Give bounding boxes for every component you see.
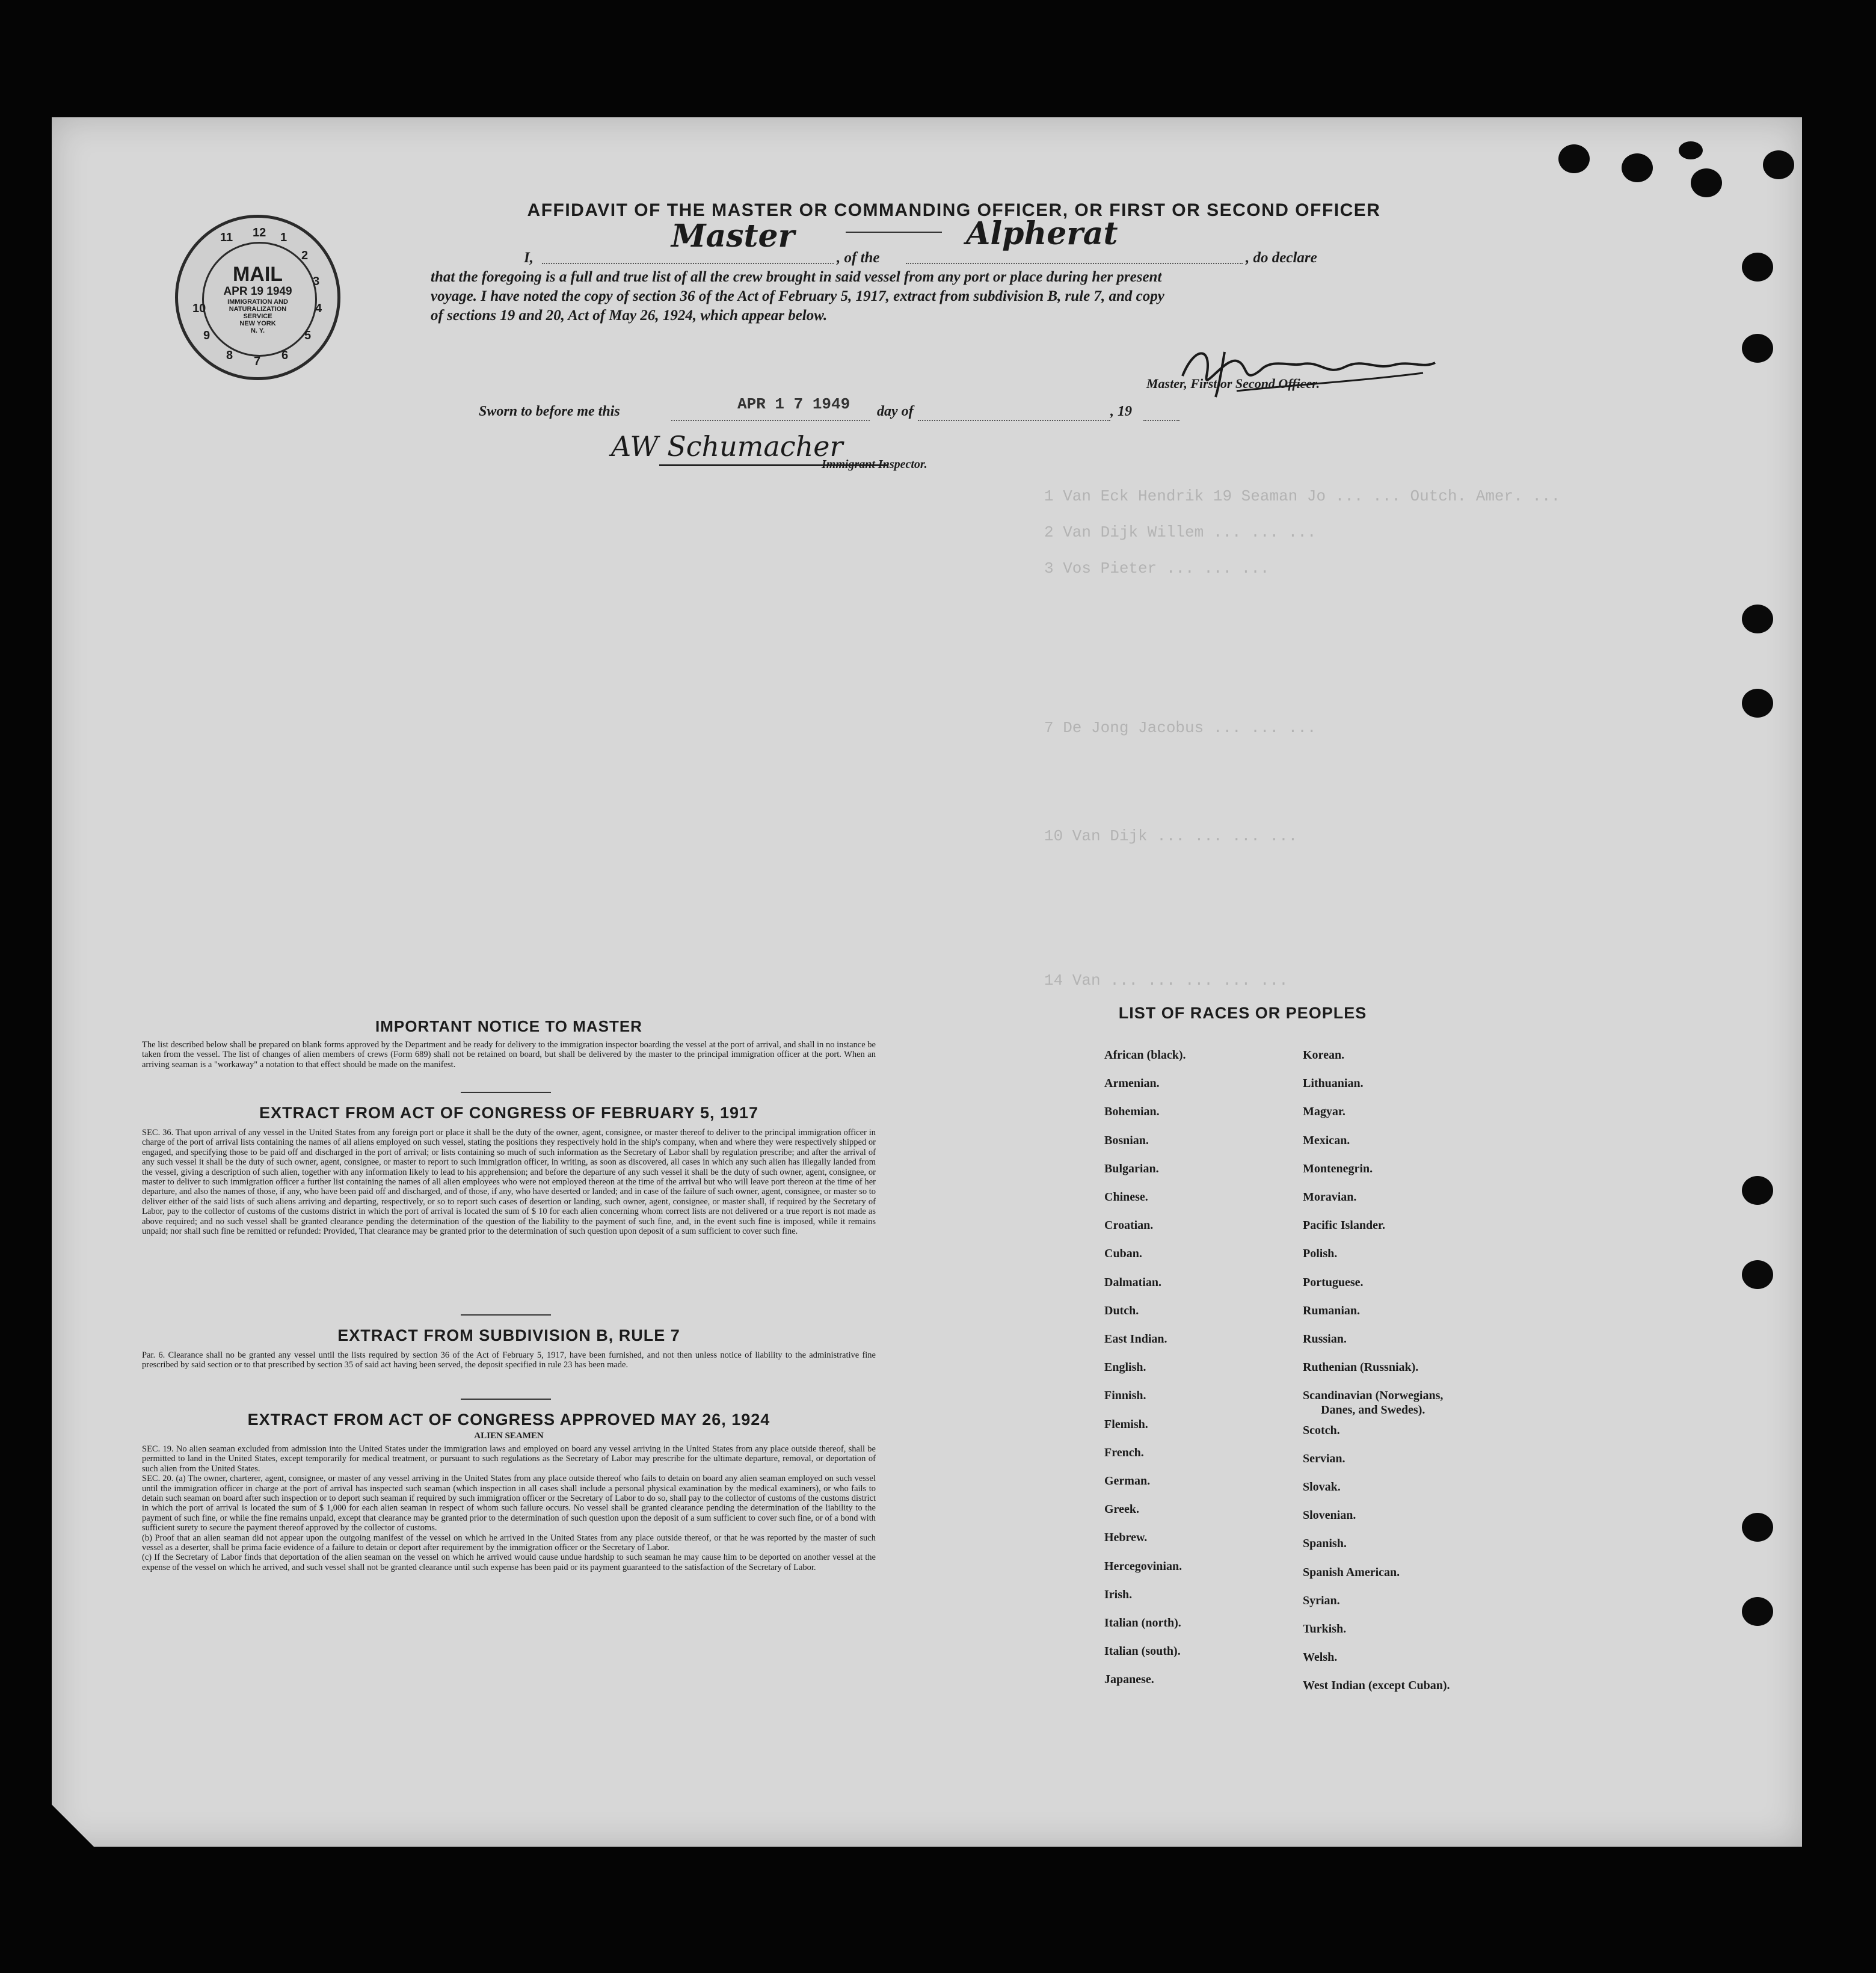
sworn-label: Sworn to before me this	[479, 404, 620, 419]
race-item: English.	[1104, 1361, 1146, 1374]
race-item: Spanish American.	[1303, 1565, 1400, 1579]
divider	[461, 1399, 551, 1400]
notice-text: The list described below shall be prepared on blank forms approved by the Department and be ready for delivery to the immigration inspector boarding the vessel at the port of arrival, and shall in no instance be taken from the vessel. The list of changes of alien members of crews (Form 689) shall not be retained on board, but shall be delivered by the master to the principal immigration officer at the port. When an arriving seaman is a "workaway" a notation to that effect should be made on the manifest.	[142, 1040, 876, 1070]
race-item: Pacific Islander.	[1303, 1219, 1386, 1233]
race-item: Russian.	[1303, 1332, 1347, 1346]
divider	[461, 1314, 551, 1316]
race-item: Scotch.	[1303, 1423, 1340, 1437]
race-item: Chinese.	[1104, 1190, 1148, 1204]
document-page: 1 Van Eck Hendrik 19 Seaman Jo ... ... Outch. Amer. ... 2 Van Dijk Willem ... ... ... 3 Vos Pieter ... ... ... 7 De Jong Jacobus ... ... ... 10 Van Dijk ... ... ... ... 14 Van ... ... ... ... ... 12 1 2 3 4 5 6 7 8 9 10 11 MAIL APR 19 1949 IMMIGRATION AND NATURALIZATION SERVICE NEW YORK N. Y. AFFIDAVIT OF THE MASTER OR COMMANDING OFFICER, OR FIRST OR SECOND OFFICER I, Master , of the Alpherat , do declare that the foregoing is a full and true list of all the crew brought in said vessel from any port or place during her present voyage. I have noted the copy of section 36 of the Act of February 5, 1917, extract from subdivision B, rule 7, and copy of sections 19 and 20, Act of May 26, 1924, which appear below. Master, First or Second Officer. Sworn to before me this APR 1 7 1949 day of , 19 AW Schumacher Immigrant Inspector. IMPORTANT NOTICE TO MASTER The list described below shall be prepared on blank forms approved by the Department and be ready for delivery to the immigration inspector boarding the vessel at the port of arrival, and shall in no instance be taken from the vessel. The list of changes of alien members of crews (Form 689) shall not be retained on board, but shall be delivered by the master to the principal immigration officer at the port. When an arriving seaman is a "workaway" a notation to that effect should be made on the manifest. EXTRACT FROM ACT OF CONGRESS OF FEBRUARY 5, 1917 SEC. 36. That upon arrival of any vessel in the United States from any foreign port or place it shall be the duty of the owner, agent, consignee, or master thereof to deliver to the principal immigration officer in charge of the port of arrival lists containing the names of all aliens employed on such vessel, stating the positions they respectively hold in the ship's company, when and where they were respectively shipped or engaged, and specifying those to be paid off and discharged in the port of arrival; or lists containing so much of such information as the Secretary of Labor shall by regulation prescribe; and after the arrival of any such vessel it shall be the duty of such owner, agent, consignee, or master to report to such immigration officer, in writing, as soon as discovered, all cases in which any such alien has illegally landed from the vessel, giving a description of such alien, together with any information likely to lead to his apprehension; and before the departure of any such vessel it shall be the duty of such owner, agent, consignee, or master to deliver to such immigration officer a further list containing the names of all alien employees who were not employed thereon at the time of the arrival but who will leave port thereon at the time of her departure, and also the names of those, if any, who have been paid off and discharged, and of those, if any, who have deserted or landed; and in case of the failure of such owner, agent, consignee, or master so to deliver either of the said lists of such aliens arriving and departing, respectively, or so to report such cases of desertion or landing, such owner, agent, consignee, or master shall, if required by the Secretary of Labor, pay to the collector of customs of the customs district in which the port of arrival is located the sum of $ 10 for each alien concerning whom correct lists are not delivered or a true report is not made as above required; and no such vessel shall be granted clearance pending the determination of the question of the liability to the payment of such fine, and, in the event such fine is imposed, while it remains unpaid; nor shall such fine be remitted or refunded: Provided, That clearance may be granted prior to the determination of such question upon deposit of a sum sufficient to cover such fine. EXTRACT FROM SUBDIVISION B, RULE 7 Par. 6. Clearance shall no be granted any vessel until the lists required by section 36 of the Act of February 5, 1917, have been furnished, and not then unless notice of liability to the administrative fine prescribed by said section or to that prescribed by section 35 of said act having been served, the deposit specified in rule 23 has been made. EXTRACT FROM ACT OF CONGRESS APPROVED MAY 26, 1924 ALIEN SEAMEN SEC. 19. No alien seaman excluded from admission into the United States under the immigration laws and employed on board any vessel arriving in the United States from any place outside thereof, shall be permitted to land in the United States, except temporarily for medical treatment, or pursuant to such regulations as the Secretary of Labor may prescribe for the ultimate departure, removal, or deportation of such alien from the United States. SEC. 20. (a) The owner, charterer, agent, consignee, or master of any vessel arriving in the United States from any place outside thereof who fails to detain on board any alien seaman employed on such vessel until the immigration officer in charge at the port of arrival has inspected such seaman (which inspection in all cases shall include a personal physical examination by the medical examiners), or who fails to detain such seaman on board after such inspection or to deport such seaman if required by such immigration officer or the Secretary of Labor to do so, shall pay to the collector of customs of the customs district in which the port of arrival is located the sum of $ 1,000 for each alien seaman in respect of whom such failure occurs. No vessel shall be granted clearance pending the determination of the liability to the payment of such fine, or while the fine remains unpaid, except that clearance may be granted prior to the determination of such question upon the deposit of a sum sufficient to cover such fine, or of a bond with sufficient surety to secure the payment thereof approved by the collector of customs. (b) Proof that an alien seaman did not appear upon the outgoing manifest of the vessel on which he arrived in the United States from any place outside thereof, or that he was reported by the master of such vessel as a deserter, shall be prima facie evidence of a failure to detain or deport after requirement by the immigration officer or the Secretary of Labor. (c) If the Secretary of Labor finds that deportation of the alien seaman on the vessel on which he arrived would cause undue hardship to such seaman he may cause him to be deported on another vessel at the expense of the vessel on which he arrived, and such vessel shall not be granted clearance until such expense has been paid or its payment guaranteed to the satisfaction of the Secretary of Labor. LIST OF RACES OR PEOPLES African (black). Armenian. Bohemian. Bosnian. Bulgarian. Chinese. Croatian. Cuban. Dalmatian. Dutch. East Indian. English. Finnish. Flemish. French. German. Greek. Hebrew. Hercegovinian. Irish. Italian (north). Italian (south). Japanese. Korean. Lithuanian. Magyar. Mexican. Montenegrin. Moravian. Pacific Islander. Polish. Portuguese. Rumanian. Russian. Ruthenian (Russniak). Scandinavian (Norwegians, Danes, and Swedes). Scotch. Servian. Slovak. Slovenian. Spanish. Spanish American. Syrian. Turkish. Welsh. West Indian (except Cuban).	[52, 117, 1802, 1847]
race-item: African (black).	[1104, 1048, 1186, 1062]
race-item: Korean.	[1303, 1048, 1345, 1062]
race-item: Cuban.	[1104, 1247, 1142, 1261]
bleed-through-text: 14 Van ... ... ... ... ...	[1044, 971, 1288, 990]
race-item: Ruthenian (Russniak).	[1303, 1361, 1419, 1374]
race-item: Irish.	[1104, 1587, 1133, 1601]
race-item: Polish.	[1303, 1247, 1338, 1261]
inspector-signature: AW Schumacher	[611, 430, 843, 463]
race-item: Welsh.	[1303, 1651, 1338, 1664]
races-title: LIST OF RACES OR PEOPLES	[1118, 1004, 1367, 1022]
race-item: Scandinavian (Norwegians,	[1303, 1389, 1444, 1403]
bleed-through-text: 10 Van Dijk ... ... ... ...	[1044, 827, 1298, 845]
mail-received-stamp: 12 1 2 3 4 5 6 7 8 9 10 11 MAIL APR 19 1949 IMMIGRATION AND NATURALIZATION SERVICE NEW YORK N. Y.	[175, 215, 340, 380]
race-item: West Indian (except Cuban).	[1303, 1679, 1450, 1693]
bleed-through-text: 3 Vos Pieter ... ... ...	[1044, 559, 1270, 577]
inspector-label: Immigrant Inspector.	[822, 458, 927, 471]
affidavit-line-3: voyage. I have noted the copy of section 36 of the Act of February 5, 1917, extract from subdivision B, rule 7, and copy	[431, 288, 1164, 304]
race-item: Dalmatian.	[1104, 1275, 1161, 1289]
punch-hole	[1742, 1176, 1773, 1205]
race-item: Turkish.	[1303, 1622, 1347, 1636]
sworn-date-stamp: APR 1 7 1949	[737, 395, 850, 413]
race-item: Italian (north).	[1104, 1616, 1181, 1630]
race-item: Rumanian.	[1303, 1304, 1361, 1317]
race-item: Hercegovinian.	[1104, 1559, 1182, 1573]
race-item: Magyar.	[1303, 1105, 1345, 1119]
race-item: Syrian.	[1303, 1593, 1340, 1607]
race-item: Italian (south).	[1104, 1645, 1181, 1658]
punch-hole	[1558, 144, 1590, 173]
race-item: Flemish.	[1104, 1417, 1148, 1431]
master-handwritten: Master	[671, 218, 795, 254]
race-item: Montenegrin.	[1303, 1162, 1373, 1175]
bleed-through-text: 2 Van Dijk Willem ... ... ...	[1044, 523, 1317, 541]
affidavit-title: AFFIDAVIT OF THE MASTER OR COMMANDING OFFICER, OR FIRST OR SECOND OFFICER	[527, 200, 1381, 220]
affidavit-line-4: of sections 19 and 20, Act of May 26, 1924, which appear below.	[431, 307, 828, 324]
punch-hole	[1742, 689, 1773, 718]
bleed-through-text: 1 Van Eck Hendrik 19 Seaman Jo ... ... Outch. Amer. ...	[1044, 487, 1561, 505]
punch-hole	[1742, 1513, 1773, 1542]
punch-hole	[1622, 153, 1653, 182]
master-signature-label: Master, First or Second Officer.	[1146, 376, 1320, 391]
extract-1924-body: SEC. 19. No alien seaman excluded from admission into the United States under the immigration laws and employed on board any vessel arriving in the United States from any place outside thereof, shall be permitted to land in the United States, except temporarily for medical treatment, or pursuant to such regulations as the Secretary of Labor may prescribe for the ultimate departure, removal, or deportation of such alien from the United States. SEC. 20. (a) The owner, charterer, agent, consignee, or master of any vessel arriving in the United States from any place outside thereof who fails to detain on board any alien seaman employed on such vessel until the immigration officer in charge at the port of arrival has inspected such seaman (which inspection in all cases shall include a personal physical examination by the medical examiners), or who fails to detain such seaman on board after such inspection or to deport such seaman if required by such immigration officer or the Secretary of Labor to do so, shall pay to the collector of customs of the customs district in which the port of arrival is located the sum of $ 1,000 for each alien seaman in respect of whom such failure occurs. No vessel shall be granted clearance pending the determination of the liability to the payment of such fine, or while the fine remains unpaid, except that clearance may be granted prior to the determination of such question upon the deposit of a sum sufficient to cover such fine, or of a bond with sufficient surety to secure the payment thereof approved by the collector of customs. (b) Proof that an alien seaman did not appear upon the outgoing manifest of the vessel on which he arrived in the United States from any place outside thereof, or that he was reported by the master of such vessel as a deserter, shall be prima facie evidence of a failure to detain or deport after requirement by the immigration officer or the Secretary of Labor. (c) If the Secretary of Labor finds that deportation of the alien seaman on the vessel on which he arrived would cause undue hardship to such seaman he may cause him to be deported on another vessel at the expense of the vessel on which he arrived, and such vessel shall not be granted clearance until such expense has been paid or its payment guaranteed to the satisfaction of the Secretary of Labor.	[142, 1444, 876, 1572]
punch-hole	[1691, 168, 1722, 197]
race-item: Slovenian.	[1303, 1509, 1356, 1522]
race-item: Armenian.	[1104, 1077, 1160, 1091]
race-item: Lithuanian.	[1303, 1077, 1364, 1091]
punch-hole	[1679, 141, 1703, 159]
race-item: Finnish.	[1104, 1389, 1146, 1403]
race-item: Croatian.	[1104, 1219, 1154, 1233]
punch-hole	[1742, 334, 1773, 363]
divider	[846, 232, 942, 233]
race-item: Bulgarian.	[1104, 1162, 1159, 1175]
race-item: East Indian.	[1104, 1332, 1167, 1346]
vessel-name-handwritten: Alpherat	[966, 215, 1118, 252]
race-item: Mexican.	[1303, 1133, 1350, 1147]
race-item: Japanese.	[1104, 1673, 1154, 1687]
affidavit-line-1: I, Master , of the Alpherat , do declare	[524, 215, 1317, 266]
race-item: Spanish.	[1303, 1537, 1347, 1551]
extract-1917-title: EXTRACT FROM ACT OF CONGRESS OF FEBRUARY 5, 1917	[259, 1104, 759, 1122]
race-item: French.	[1104, 1445, 1144, 1459]
extract-rule7-title: EXTRACT FROM SUBDIVISION B, RULE 7	[337, 1326, 680, 1344]
race-item: Dutch.	[1104, 1304, 1139, 1317]
bleed-through-text: 7 De Jong Jacobus ... ... ...	[1044, 719, 1317, 737]
race-item: German.	[1104, 1474, 1151, 1488]
notice-title: IMPORTANT NOTICE TO MASTER	[375, 1017, 642, 1035]
punch-hole	[1763, 150, 1794, 179]
extract-1917-text: SEC. 36. That upon arrival of any vessel in the United States from any foreign port or place it shall be the duty of the owner, agent, consignee, or master thereof to deliver to the principal immigration officer in charge of the port of arrival lists containing the names of all aliens employed on such vessel, stating the positions they respectively hold in the ship's company, when and where they were respectively shipped or engaged, and specifying those to be paid off and discharged in the port of arrival; or lists containing so much of such information as the Secretary of Labor shall by regulation prescribe; and after the arrival of any such vessel it shall be the duty of such owner, agent, consignee, or master to report to such immigration officer, in writing, as soon as discovered, all cases in which any such alien has illegally landed from the vessel, giving a description of such alien, together with any information likely to lead to his apprehension; and before the departure of any such vessel it shall be the duty of such owner, agent, consignee, or master to deliver to such immigration officer a further list containing the names of all alien employees who were not employed thereon at the time of the arrival but who will leave port thereon at the time of her departure, and also the names of those, if any, who have been paid off and discharged, and of those, if any, who have deserted or landed; and in case of the failure of such owner, agent, consignee, or master so to deliver either of the said lists of such aliens arriving and departing, respectively, or so to report such cases of desertion or landing, such owner, agent, consignee, or master shall, if required by the Secretary of Labor, pay to the collector of customs of the customs district in which the port of arrival is located the sum of $ 10 for each alien concerning whom correct lists are not delivered or a true report is not made as above required; and no such vessel shall be granted clearance pending the determination of the question of the liability to the payment of such fine, and, in the event such fine is imposed, while it remains unpaid; nor shall such fine be remitted or refunded: Provided, That clearance may be granted prior to the determination of such question upon deposit of a sum sufficient to cover such fine.	[142, 1128, 876, 1237]
affidavit-line-2: that the foregoing is a full and true list of all the crew brought in said vessel from any port or place during her present	[431, 269, 1162, 285]
extract-rule7-text: Par. 6. Clearance shall no be granted any vessel until the lists required by section 36 of the Act of February 5, 1917, have been furnished, and not then unless notice of liability to the administrative fine prescribed by said section or to that prescribed by section 35 of said act having been served, the deposit specified in rule 23 has been made.	[142, 1350, 876, 1370]
extract-1924-title: EXTRACT FROM ACT OF CONGRESS APPROVED MAY 26, 1924	[247, 1411, 770, 1429]
punch-hole	[1742, 605, 1773, 633]
race-item: Portuguese.	[1303, 1275, 1364, 1289]
race-item: Hebrew.	[1104, 1531, 1148, 1545]
race-item: Bosnian.	[1104, 1133, 1149, 1147]
divider	[461, 1092, 551, 1093]
race-item: Slovak.	[1303, 1480, 1341, 1494]
race-item: Bohemian.	[1104, 1105, 1160, 1119]
race-item: Greek.	[1104, 1503, 1139, 1516]
extract-1924-subtitle: ALIEN SEAMEN	[474, 1431, 544, 1441]
punch-hole	[1742, 1597, 1773, 1626]
punch-hole	[1742, 1260, 1773, 1289]
race-item: Servian.	[1303, 1451, 1345, 1465]
race-item: Danes, and Swedes).	[1321, 1403, 1425, 1417]
punch-hole	[1742, 253, 1773, 282]
folded-corner	[52, 1805, 94, 1847]
race-item: Moravian.	[1303, 1190, 1357, 1204]
